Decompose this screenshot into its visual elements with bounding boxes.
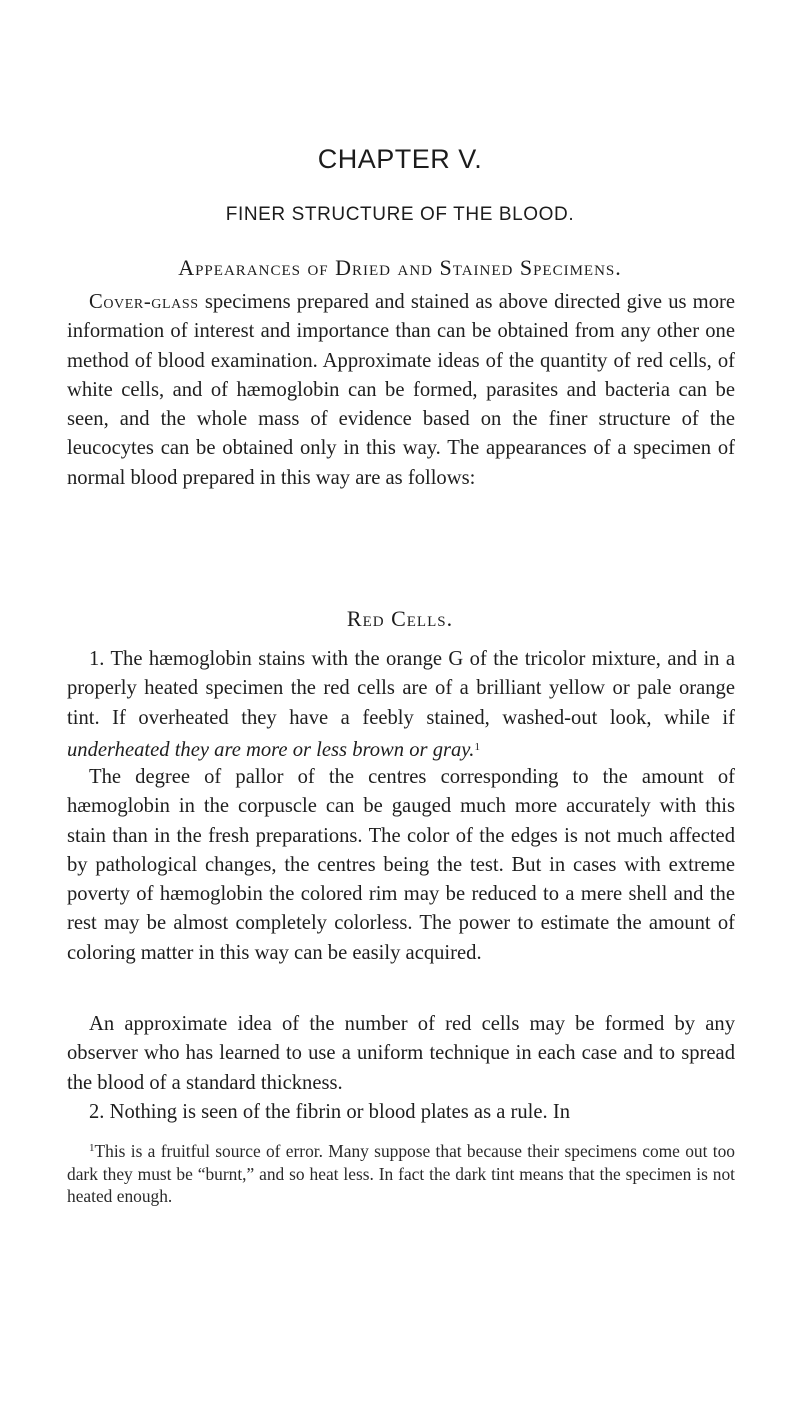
footnote <box>67 1137 735 1208</box>
footnote-mark: 1 <box>89 1142 95 1154</box>
item-1-text: 1. The hæmoglobin stains with the orange G of the tricolor mixture, and in a properly heated specimen the red cells are of a brilliant yellow or pale orange tint. If overheated they have a feebly stained, washed-out look, while if <box>67 648 735 729</box>
intro-text: specimens prepared and stained as above directed give us more information of interest and importance than can be obtained from any other one method of blood examination. Approximate ideas of the quantity of red cells, of white cells, and of hæmoglobin can be formed, parasites and bacteria can be seen, and the whole mass of evidence based on the finer structure of the leucocytes can be obtained only in this way. The appearances of a specimen of normal blood prepared in this way are as follows: <box>67 291 735 489</box>
estimate-paragraph: An approximate idea of the number of red cells may be formed by any observer who has learned to use a uniform technique in each case and to spread the blood of a standard thickness. <box>67 1013 735 1094</box>
item-1-italic-text: underheated they are more or less brown or gray. <box>67 738 475 761</box>
footnote-text: This is a fruitful source of error. Many suppose that because their specimens come out too dark they must be “burnt,” and so heat less. In fact the dark tint means that the specimen is not heated enough. <box>67 1141 735 1206</box>
chapter-heading: CHAPTER V. <box>317 144 483 174</box>
chapter-title: FINER STRUCTURE OF THE BLOOD. <box>225 204 575 225</box>
section-heading: Appearances of Dried and Stained Specimens. <box>178 255 622 280</box>
intro-paragraph <box>67 288 735 493</box>
footnote-reference: 1 <box>474 740 480 753</box>
pallor-paragraph: The degree of pallor of the centres corresponding to the amount of hæmoglobin in the corpuscle can be gauged much more accurately with this stain than in the fresh preparations. The color of the edges is not much affected by pathological changes, the centres being the test. But in cases with extreme poverty of hæmoglobin the colored rim may be reduced to a mere shell and the rest may be almost completely colorless. The power to estimate the amount of coloring matter in this way can be easily acquired. <box>67 766 735 964</box>
intro-lead-words: Cover-glass <box>89 291 199 313</box>
item-1-paragraph <box>67 645 735 765</box>
red-cells-heading: Red Cells. <box>346 606 454 631</box>
item-2-paragraph: 2. Nothing is seen of the fibrin or blood plates as a rule. In <box>89 1101 570 1123</box>
